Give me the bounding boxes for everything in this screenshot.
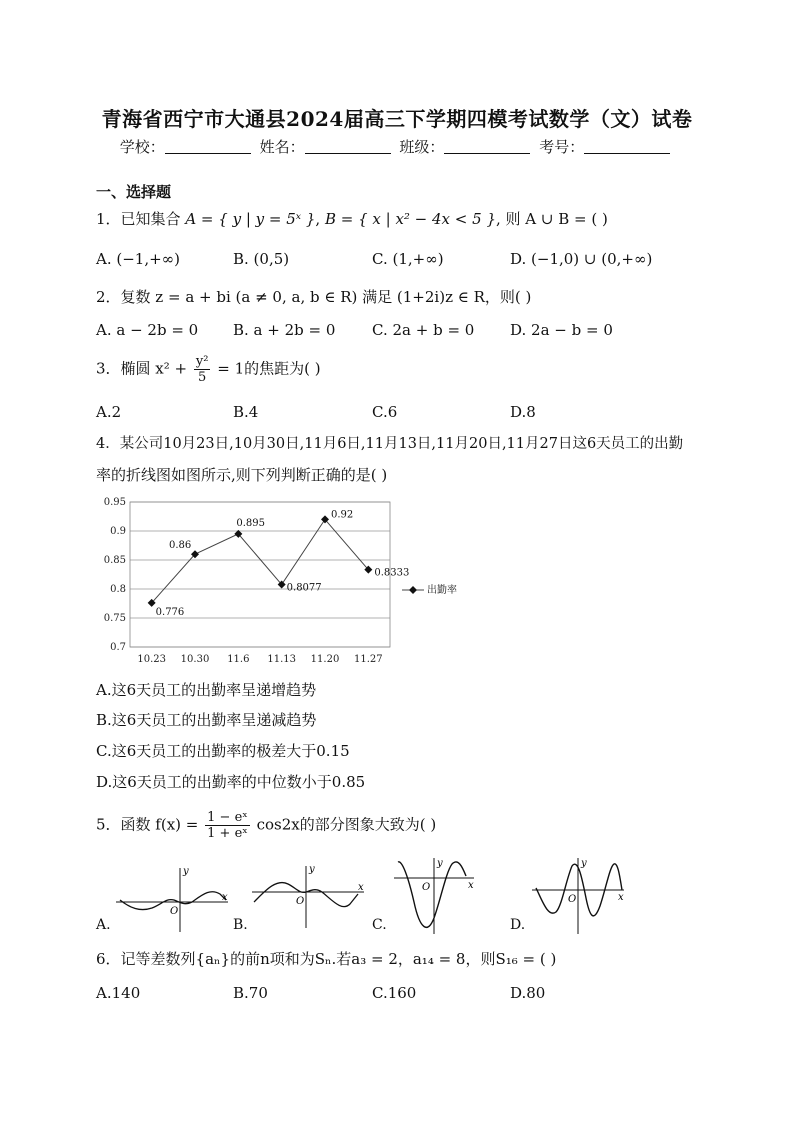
curve — [398, 862, 466, 928]
q2-option-a[interactable]: A. a − 2b = 0 — [96, 321, 199, 339]
data-label: 0.8333 — [374, 567, 410, 579]
q3-option-b[interactable]: B.4 — [233, 403, 259, 421]
q3-stem-post: = 1的焦距为( ) — [217, 359, 321, 378]
q4-option-b[interactable]: B.这6天员工的出勤率呈递减趋势 — [96, 711, 317, 729]
q5-frac-den: 1 + eˣ — [207, 826, 248, 841]
school-blank[interactable] — [165, 139, 251, 154]
id-blank[interactable] — [584, 139, 670, 154]
q1-option-d[interactable]: D. (−1,0) ∪ (0,+∞) — [510, 250, 653, 268]
q1-set-b: B = { x | x² − 4x < 5 } — [324, 210, 496, 228]
q1-option-b[interactable]: B. (0,5) — [233, 250, 290, 268]
question-4-stem-line2: 率的折线图如图所示,则下列判断正确的是( ) — [96, 466, 388, 484]
q5-stem-pre: 5．函数 f(x) = — [96, 815, 199, 834]
q5-frac-num: 1 − eˣ — [207, 810, 248, 825]
question-1-stem: 1．已知集合 A = { y | y = 5ˣ }, B = { x | x² − 4x < 5 }, 则 A ∪ B = ( ) — [96, 210, 608, 228]
q5-graph-d[interactable] — [528, 856, 628, 936]
q3-option-c[interactable]: C.6 — [372, 403, 398, 421]
student-info-line — [0, 136, 794, 157]
class-blank[interactable] — [444, 139, 530, 154]
q5-option-b[interactable]: B. — [233, 917, 248, 933]
q2-option-d[interactable]: D. 2a − b = 0 — [510, 321, 613, 339]
y-tick-label: 0.9 — [110, 526, 126, 537]
class-label: 班级： — [399, 138, 445, 156]
q6-option-a[interactable]: A.140 — [96, 984, 141, 1002]
x-tick-label: 10.30 — [180, 654, 210, 665]
question-4-stem-line1: 4．某公司10月23日,10月30日,11月6日,11月13日,11月20日,11月27日这6天员工的出勤 — [96, 436, 684, 452]
q1-set-a: A = { y | y = 5ˣ } — [185, 210, 316, 228]
q3-frac-num: y² — [195, 354, 209, 369]
legend-label: 出勤率 — [427, 585, 457, 596]
q5-stem-post: cos2x的部分图象大致为( ) — [256, 815, 437, 834]
data-label: 0.776 — [155, 606, 185, 618]
x-tick-label: 11.13 — [267, 654, 296, 665]
y-tick-label: 0.7 — [110, 642, 126, 653]
q4-option-c[interactable]: C.这6天员工的出勤率的极差大于0.15 — [96, 742, 350, 760]
data-label: 0.86 — [169, 540, 192, 552]
axis-x-label: x — [222, 892, 228, 903]
y-tick-label: 0.85 — [103, 555, 126, 566]
x-tick-label: 11.20 — [310, 654, 340, 665]
q6-option-c[interactable]: C.160 — [372, 984, 417, 1002]
q6-option-b[interactable]: B.70 — [233, 984, 268, 1002]
q6-option-d[interactable]: D.80 — [510, 984, 546, 1002]
name-blank[interactable] — [305, 139, 391, 154]
q1-option-c[interactable]: C. (1,+∞) — [372, 250, 444, 268]
origin-label: O — [422, 882, 431, 893]
q5-option-c[interactable]: C. — [372, 917, 387, 933]
q5-option-d[interactable]: D. — [510, 917, 526, 933]
y-tick-label: 0.8 — [110, 584, 126, 595]
axis-y-label: y — [437, 858, 443, 869]
question-5-stem — [96, 810, 436, 841]
question-6-stem: 6．记等差数列{aₙ}的前n项和为Sₙ.若a₃ = 2，a₁₄ = 8，则S₁₆ = ( ) — [96, 950, 557, 968]
question-2-stem: 2．复数 z = a + bi (a ≠ 0, a, b ∈ R) 满足 (1+2i)z ∈ R，则( ) — [96, 288, 532, 306]
origin-label: O — [568, 894, 577, 905]
paper-title: 青海省西宁市大通县2024届高三下学期四模考试数学（文）试卷 — [101, 107, 693, 131]
q3-fraction — [194, 354, 211, 385]
legend-marker — [409, 586, 417, 594]
school-label: 学校： — [119, 138, 165, 156]
q1-stem-pre: 1．已知集合 — [96, 210, 181, 228]
q5-option-a[interactable]: A. — [96, 917, 111, 933]
data-label: 0.8077 — [286, 582, 322, 594]
q5-graph-b[interactable] — [250, 862, 368, 934]
name-label: 姓名： — [259, 138, 305, 156]
origin-label: O — [170, 906, 179, 917]
q5-graph-a[interactable] — [114, 862, 232, 934]
y-tick-label: 0.75 — [103, 613, 126, 624]
q2-option-c[interactable]: C. 2a + b = 0 — [372, 321, 475, 339]
y-tick-label: 0.95 — [103, 497, 126, 508]
axis-y-label: y — [581, 858, 587, 869]
section-title: 一、选择题 — [96, 183, 172, 201]
question-3-stem — [96, 354, 321, 385]
x-tick-label: 11.27 — [354, 654, 383, 665]
axis-y-label: y — [183, 866, 189, 877]
attendance-line-chart — [96, 490, 476, 675]
q5-fraction — [205, 810, 250, 841]
q3-stem-pre: 3．椭圆 x² + — [96, 359, 188, 378]
origin-label: O — [296, 896, 305, 907]
x-tick-label: 11.6 — [227, 654, 250, 665]
axis-y-label: y — [309, 864, 315, 875]
axis-x-label: x — [468, 880, 474, 891]
axis-x-label: x — [358, 882, 364, 893]
q1-stem-post: 则 A ∪ B = ( ) — [505, 210, 608, 228]
axis-x-label: x — [618, 892, 624, 903]
q3-option-a[interactable]: A.2 — [96, 403, 122, 421]
q1-option-a[interactable]: A. (−1,+∞) — [96, 250, 181, 268]
series-line — [152, 519, 369, 603]
id-label: 考号： — [539, 138, 585, 156]
q3-option-d[interactable]: D.8 — [510, 403, 536, 421]
q2-option-b[interactable]: B. a + 2b = 0 — [233, 321, 336, 339]
q3-frac-den: 5 — [198, 370, 207, 385]
q4-option-d[interactable]: D.这6天员工的出勤率的中位数小于0.85 — [96, 773, 366, 791]
q5-graph-c[interactable] — [390, 856, 480, 936]
data-label: 0.895 — [236, 517, 265, 529]
data-label: 0.92 — [331, 509, 354, 521]
q4-option-a[interactable]: A.这6天员工的出勤率呈递增趋势 — [96, 681, 317, 699]
x-tick-label: 10.23 — [137, 654, 166, 665]
